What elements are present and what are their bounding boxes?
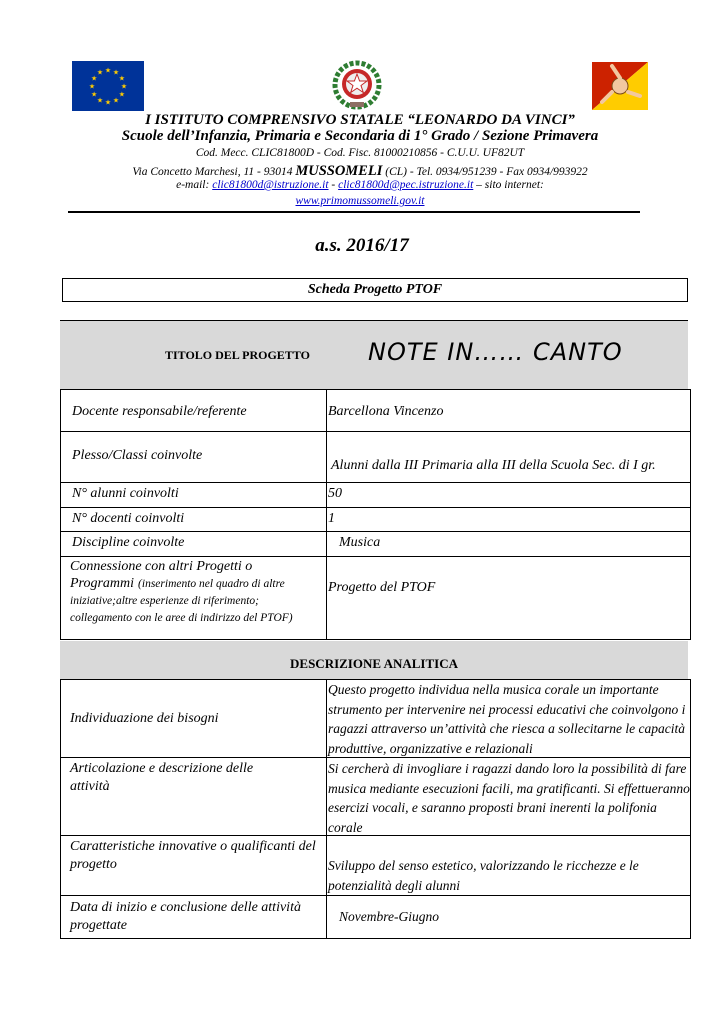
project-title-box: [60, 320, 688, 389]
connection-label-note: (inserimento nel quadro di altre iniziative;altre esperienze di riferimento; collegamento con le aree di indirizzo del PTOF): [70, 578, 293, 624]
info-label: Discipline coinvolte: [72, 535, 185, 550]
school-address: [60, 163, 660, 180]
connection-value: Progetto del PTOF: [328, 580, 436, 595]
eu-star: ★: [104, 66, 112, 75]
italian-republic-emblem-icon: [330, 58, 384, 112]
website-line: [60, 195, 660, 207]
school-contacts: [60, 179, 660, 191]
sicily-region-flag-icon: [592, 62, 648, 110]
analysis-label: Individuazione dei bisogni: [70, 711, 219, 726]
school-year: a.s. 2016/17: [315, 235, 409, 256]
eu-star: ★: [88, 82, 96, 91]
eu-star: ★: [118, 74, 125, 83]
eu-star: ★: [112, 68, 120, 77]
address-pre: Via Concetto Marchesi, 11 - 93014: [132, 166, 296, 178]
eu-star: ★: [104, 98, 112, 107]
analysis-label: Articolazione e descrizione delle attività: [70, 761, 254, 794]
analysis-label: Caratteristiche innovative o qualificanti del progetto: [70, 839, 316, 872]
info-value: Alunni dalla III Primaria alla III della Scuola Sec. di I gr.: [331, 458, 656, 473]
row-separator: [61, 531, 690, 532]
email-link-2[interactable]: clic81800d@pec.istruzione.it: [338, 179, 474, 191]
info-value: 50: [328, 486, 342, 501]
row-separator: [61, 556, 690, 557]
description-title: DESCRIZIONE ANALITICA: [290, 656, 458, 671]
address-post: (CL) - Tel. 0934/951239 - Fax 0934/993922: [382, 166, 588, 178]
row-separator: [61, 431, 690, 432]
info-table-divider: [326, 390, 327, 639]
eu-star: ★: [91, 90, 98, 99]
website-link[interactable]: www.primomussomeli.gov.it: [295, 195, 425, 207]
analysis-label: Data di inizio e conclusione delle attività progettate: [70, 900, 301, 933]
header-divider: [68, 211, 640, 213]
project-title-label: TITOLO DEL PROGETTO: [165, 348, 310, 362]
connection-label-main: Connessione con altri Progetti o Programmi: [70, 559, 253, 591]
analysis-value: Novembre-Giugno: [339, 909, 439, 924]
info-label: N° docenti coinvolti: [72, 511, 185, 526]
school-subtitle: Scuole dell’Infanzia, Primaria e Secondaria di 1° Grado / Sezione Primavera: [121, 128, 599, 144]
row-separator: [61, 482, 690, 483]
address-city: MUSSOMELI: [295, 163, 383, 179]
school-name: I ISTITUTO COMPRENSIVO STATALE “LEONARDO DA VINCI”: [145, 112, 575, 128]
analysis-table: [60, 679, 691, 939]
eu-star: ★: [96, 68, 104, 77]
site-label: – sito internet:: [473, 179, 544, 191]
eu-star: ★: [91, 74, 98, 83]
project-title-value: NOTE IN…… CANTO: [368, 338, 623, 366]
eu-star: ★: [118, 90, 125, 99]
school-codes: Cod. Mecc. CLIC81800D - Cod. Fisc. 81000210856 - C.U.U. UF82UT: [195, 147, 525, 159]
info-value: Musica: [339, 535, 381, 550]
email-label: e-mail:: [176, 179, 213, 191]
email-link-1[interactable]: clic81800d@istruzione.it: [212, 179, 329, 191]
eu-flag-icon: [72, 61, 144, 111]
info-table: [60, 389, 691, 640]
info-label: N° alunni coinvolti: [72, 486, 179, 501]
info-value: Barcellona Vincenzo: [328, 404, 444, 419]
eu-star: ★: [112, 96, 120, 105]
row-separator: [61, 507, 690, 508]
scheda-title: Scheda Progetto PTOF: [62, 278, 688, 302]
description-header: [60, 641, 688, 679]
info-value: 1: [328, 511, 335, 526]
email-separator: -: [328, 179, 339, 191]
analysis-value: Questo progetto individua nella musica corale un importante strumento per intervenire nei processi educativi che coinvolgono i ragazzi attraverso un’attività che riesca a sollecitarne le capacità produttive, organizzative e relazionali: [328, 682, 686, 756]
eu-star: ★: [120, 82, 128, 91]
analysis-value: Sviluppo del senso estetico, valorizzando le ricchezze e le potenzialità degli alunni: [328, 858, 639, 893]
info-label: Plesso/Classi coinvolte: [72, 448, 203, 463]
info-label: Docente responsabile/referente: [72, 404, 247, 419]
eu-star: ★: [96, 96, 104, 105]
row-separator: [61, 895, 690, 896]
connection-label: [70, 558, 315, 626]
analysis-table-divider: [326, 680, 327, 938]
analysis-value: Si cercherà di invogliare i ragazzi dando loro la possibilità di fare musica mediante esecuzioni facili, ma gratificanti. Si effettueranno esercizi vocali, e saranno proposti brani inerenti la polifonia corale: [328, 761, 690, 835]
